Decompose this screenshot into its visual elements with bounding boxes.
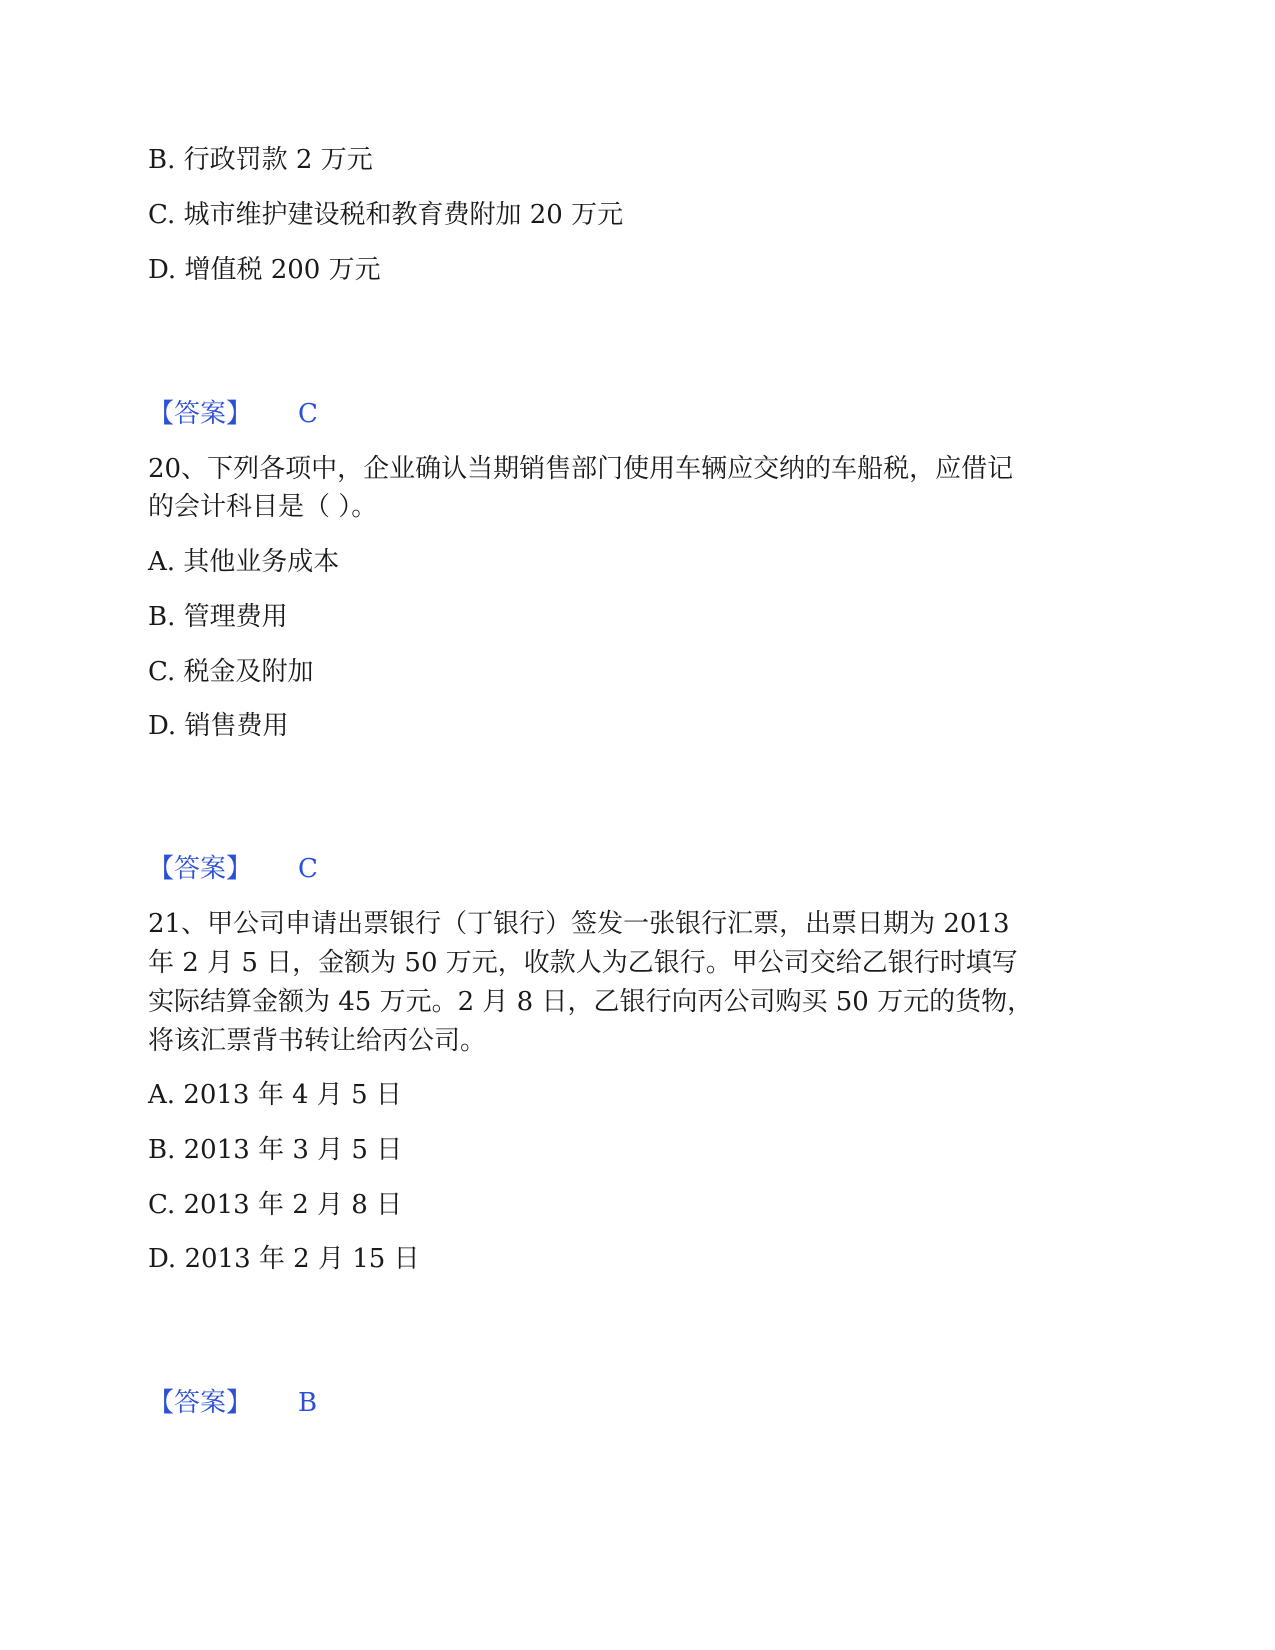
q19-option-c: C. 城市维护建设税和教育费附加 20 万元 [148, 200, 624, 230]
q21-question-line-1: 21、甲公司申请出票银行（丁银行）签发一张银行汇票，出票日期为 2013 [148, 909, 1010, 939]
answer-value: C [298, 854, 318, 884]
q21-option-b: B. 2013 年 3 月 5 日 [148, 1135, 403, 1165]
answer-label: 【答案】 [148, 1388, 253, 1418]
answer-label: 【答案】 [148, 399, 253, 429]
q21-question-line-4: 将该汇票背书转让给丙公司。 [148, 1026, 487, 1056]
q20-question-line-1: 20、下列各项中，企业确认当期销售部门使用车辆应交纳的车船税，应借记 [148, 454, 1014, 484]
q21-option-d: D. 2013 年 2 月 15 日 [148, 1244, 420, 1274]
q20-option-b: B. 管理费用 [148, 602, 288, 632]
q20-answer [148, 849, 318, 889]
q19-option-b: B. 行政罚款 2 万元 [148, 145, 373, 175]
q19-option-d: D. 增值税 200 万元 [148, 255, 381, 285]
answer-value: B [298, 1388, 318, 1418]
answer-value: C [298, 399, 318, 429]
q20-option-a: A. 其他业务成本 [148, 547, 340, 577]
q21-option-c: C. 2013 年 2 月 8 日 [148, 1190, 403, 1220]
q19-answer [148, 394, 318, 434]
q20-option-c: C. 税金及附加 [148, 657, 314, 687]
q20-option-d: D. 销售费用 [148, 711, 289, 741]
answer-label: 【答案】 [148, 854, 253, 884]
q21-question-line-3: 实际结算金额为 45 万元。2 月 8 日，乙银行向丙公司购买 50 万元的货物， [148, 987, 1034, 1017]
q21-question-line-2: 年 2 月 5 日，金额为 50 万元，收款人为乙银行。甲公司交给乙银行时填写 [148, 948, 1018, 978]
q21-answer [148, 1383, 317, 1423]
q21-option-a: A. 2013 年 4 月 5 日 [148, 1080, 402, 1110]
q20-question-line-2: 的会计科目是（ ）。 [148, 492, 378, 522]
